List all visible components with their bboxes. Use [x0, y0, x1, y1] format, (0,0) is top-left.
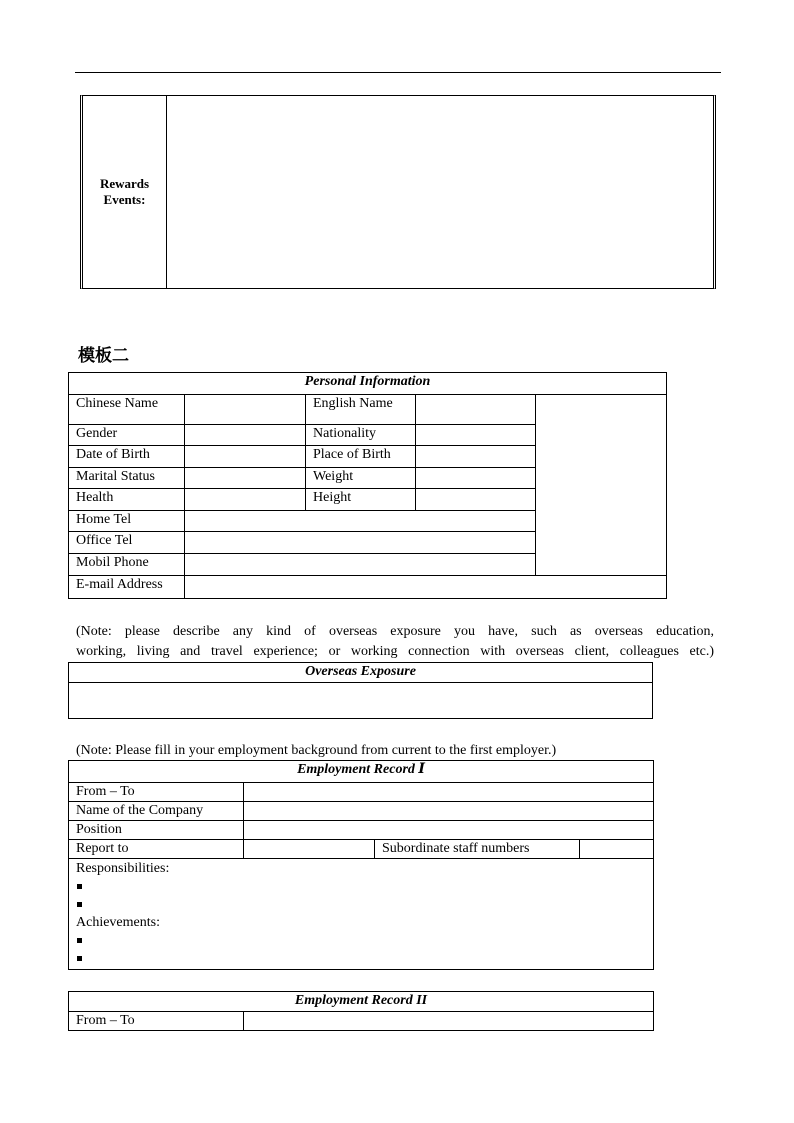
marital-label: Marital Status: [69, 468, 185, 489]
overseas-field[interactable]: [69, 683, 653, 719]
employment-record-1-header: Employment Record Ⅰ: [69, 761, 654, 783]
subordinate-field[interactable]: [580, 840, 654, 859]
english-name-field[interactable]: [416, 395, 536, 425]
dob-label: Date of Birth: [69, 446, 185, 468]
overseas-note: [76, 622, 714, 662]
overseas-note-line2: working, living and travel experience; or working connection with overseas client, colleagues etc.): [76, 644, 714, 659]
rewards-label-line1: Rewards: [99, 176, 150, 191]
mobil-phone-label: Mobil Phone: [69, 554, 185, 576]
email-field[interactable]: [185, 576, 667, 599]
overseas-table: [68, 662, 653, 719]
height-field[interactable]: [416, 489, 536, 511]
english-name-label: English Name: [306, 395, 416, 425]
pob-field[interactable]: [416, 446, 536, 468]
home-tel-label: Home Tel: [69, 511, 185, 532]
chinese-name-label: Chinese Name: [69, 395, 185, 425]
responsibility-bullet-2: [76, 896, 653, 914]
gender-field[interactable]: [185, 425, 306, 446]
from-to-2-label: From – To: [69, 1012, 244, 1031]
achievements-label: Achievements:: [76, 915, 160, 930]
from-to-2-field[interactable]: [244, 1012, 654, 1031]
position-field[interactable]: [244, 821, 654, 840]
report-to-field[interactable]: [244, 840, 375, 859]
employment-record-2-table: [68, 991, 654, 1031]
overseas-note-line1: (Note: please describe any kind of overseas exposure you have, such as overseas education,: [76, 624, 714, 639]
bullet-icon: [77, 884, 82, 889]
overseas-header: Overseas Exposure: [69, 663, 653, 683]
responsibility-bullet-1: [76, 878, 653, 896]
personal-info-table: [68, 372, 667, 599]
personal-info-header: Personal Information: [69, 373, 667, 395]
achievement-bullet-2: [76, 950, 653, 968]
nationality-label: Nationality: [306, 425, 416, 446]
home-tel-field[interactable]: [185, 511, 536, 532]
section-title: 模板二: [78, 346, 129, 366]
rewards-table: [80, 95, 716, 289]
weight-label: Weight: [306, 468, 416, 489]
company-field[interactable]: [244, 802, 654, 821]
achievement-bullet-1: [76, 932, 653, 950]
pob-label: Place of Birth: [306, 446, 416, 468]
position-label: Position: [69, 821, 244, 840]
weight-field[interactable]: [416, 468, 536, 489]
health-field[interactable]: [185, 489, 306, 511]
employment-record-1-table: [68, 760, 654, 970]
office-tel-field[interactable]: [185, 532, 536, 554]
responsibilities-cell[interactable]: [69, 859, 654, 970]
health-label: Health: [69, 489, 185, 511]
chinese-name-field[interactable]: [185, 395, 306, 425]
rewards-content-cell[interactable]: [167, 96, 713, 288]
dob-field[interactable]: [185, 446, 306, 468]
rewards-label: [83, 96, 167, 288]
photo-cell[interactable]: [536, 395, 667, 576]
office-tel-label: Office Tel: [69, 532, 185, 554]
mobil-phone-field[interactable]: [185, 554, 536, 576]
bullet-icon: [77, 956, 82, 961]
email-label: E-mail Address: [69, 576, 185, 599]
bullet-icon: [77, 902, 82, 907]
rewards-label-line2: Events:: [103, 192, 146, 207]
bullet-icon: [77, 938, 82, 943]
header-rule: [75, 72, 721, 73]
company-label: Name of the Company: [69, 802, 244, 821]
employment-note: (Note: Please fill in your employment background from current to the first employer.): [76, 743, 557, 758]
subordinate-label: Subordinate staff numbers: [375, 840, 580, 859]
responsibilities-label: Responsibilities:: [76, 861, 170, 876]
from-to-field[interactable]: [244, 783, 654, 802]
employment-record-2-header: Employment Record II: [69, 992, 654, 1012]
report-to-label: Report to: [69, 840, 244, 859]
nationality-field[interactable]: [416, 425, 536, 446]
height-label: Height: [306, 489, 416, 511]
gender-label: Gender: [69, 425, 185, 446]
marital-field[interactable]: [185, 468, 306, 489]
from-to-label: From – To: [69, 783, 244, 802]
